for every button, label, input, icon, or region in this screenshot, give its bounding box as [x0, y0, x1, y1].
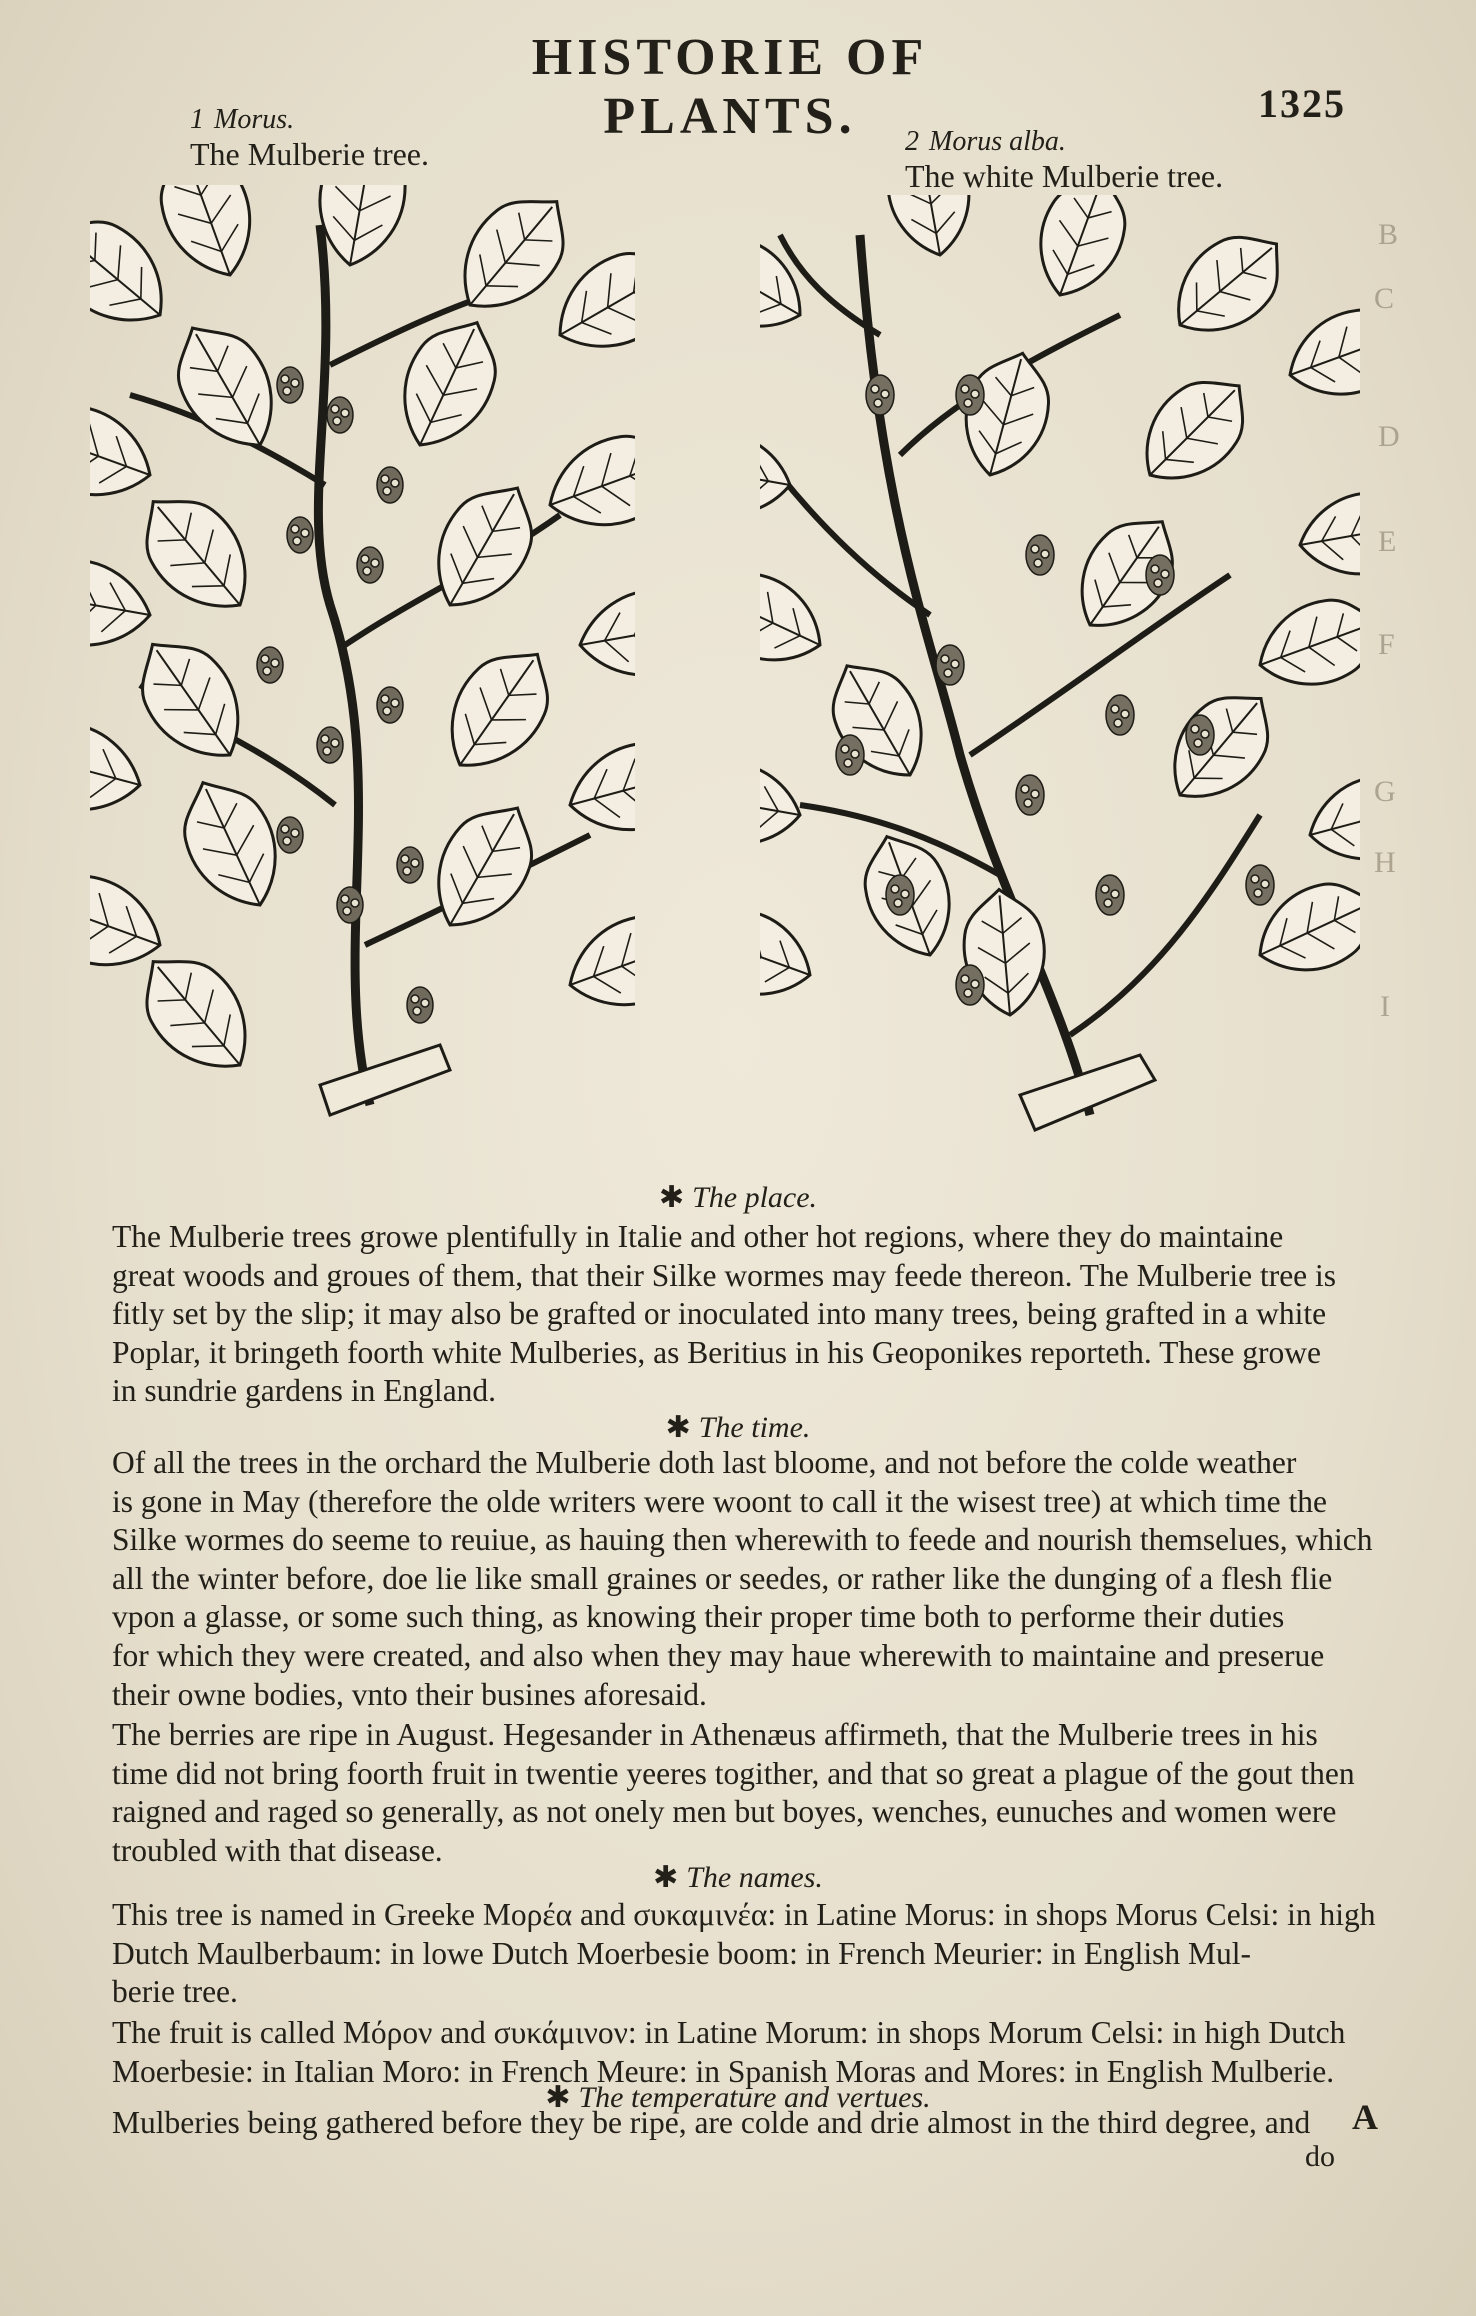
text-line: Of all the trees in the orchard the Mulberie doth last bloome, and not before the colde weather — [112, 1445, 1297, 1480]
text-line: for which they were created, and also when they may haue wherewith to maintaine and preserue — [112, 1637, 1325, 1673]
figure-label-left — [190, 104, 429, 173]
white-mulberry-tree-woodcut — [760, 195, 1360, 1155]
text-line: Silke wormes do seeme to reuiue, as hauing then wherewith to feede and nourish themselues, which — [112, 1522, 1373, 1558]
text-line: great woods and groues of them, that their Silke wormes may feede thereon. The Mulberie tree is — [112, 1257, 1337, 1293]
margin-letter: D — [1378, 420, 1400, 453]
margin-letter: E — [1378, 525, 1397, 558]
text-line: The berries are ripe in August. Hegesander in Athenæus affirmeth, that the Mulberie trees in his — [112, 1717, 1318, 1752]
heading-text: The time. — [698, 1411, 811, 1444]
text-line: is gone in May (therefore the olde writers were woont to call it the wisest tree) at which time the — [112, 1483, 1327, 1519]
section-heading-names — [0, 1860, 1476, 1895]
text-line: vpon a glasse, or some such thing, as knowing their proper time both to performe their duties — [112, 1599, 1285, 1635]
heading-text: The place. — [692, 1181, 818, 1214]
running-head: HISTORIE OF PLANTS. — [531, 29, 929, 145]
text-line: troubled with that disease. — [112, 1832, 443, 1868]
paragraph-place — [112, 1218, 1362, 1411]
mulberry-tree-woodcut — [90, 185, 635, 1145]
section-heading-place — [0, 1180, 1476, 1215]
text-line: Dutch Maulberbaum: in lowe Dutch Moerbesie boom: in French Meurier: in English Mul- — [112, 1935, 1252, 1971]
text-line: their owne bodies, vnto their busines aforesaid. — [112, 1676, 707, 1712]
catchword: do — [1305, 2140, 1335, 2173]
margin-letter: H — [1374, 846, 1396, 879]
text-line: Moerbesie: in Italian Moro: in French Meure: in Spanish Moras and Mores: in English Mulberie. — [112, 2053, 1335, 2089]
text-line: all the winter before, doe lie like small graines or seedes, or rather like the dunging of a flesh flie — [112, 1560, 1333, 1596]
margin-letter: F — [1378, 628, 1395, 661]
text-line: Poplar, it bringeth foorth white Mulberies, as Beritius in his Geoponikes reporteth. These growe — [112, 1334, 1321, 1370]
margin-mark: A — [1352, 2097, 1378, 2137]
margin-letter: C — [1374, 282, 1395, 315]
text-line: This tree is named in Greeke Μορέα and συκαμινέα: in Latine Morus: in shops Morus Celsi: in high — [112, 1897, 1376, 1932]
asterism-icon: ✱ — [665, 1411, 691, 1444]
figure-label-right — [905, 126, 1223, 195]
text-line: fitly set by the slip; it may also be grafted or inoculated into many trees, being grafted in a white — [112, 1296, 1327, 1332]
figure-english-name: The Mulberie tree. — [190, 136, 429, 172]
paragraph-time — [112, 1444, 1373, 1714]
asterism-icon: ✱ — [545, 2081, 571, 2114]
figure-number: 2 — [905, 126, 919, 157]
asterism-icon: ✱ — [658, 1181, 685, 1214]
text-line: The Mulberie trees growe plentifully in Italie and other hot regions, where they do maintaine — [112, 1219, 1284, 1254]
text-line: berie tree. — [112, 1974, 238, 2010]
text-line: raigned and raged so generally, as not onely men but boyes, wenches, eunuches and women were — [112, 1794, 1337, 1830]
text-line: time did not bring foorth fruit in twentie yeeres togither, and that so great a plague of the gout then — [112, 1755, 1355, 1791]
heading-text: The temperature and vertues. — [578, 2081, 931, 2114]
figure-latin-name: Morus alba. — [929, 126, 1066, 157]
margin-letter: B — [1378, 218, 1399, 251]
section-heading-time — [0, 1410, 1476, 1445]
figure-number: 1 — [190, 104, 204, 135]
asterism-icon: ✱ — [653, 1861, 679, 1894]
text-line: The fruit is called Μόρον and συκάμινον: in Latine Morum: in shops Morum Celsi: in high Dutch — [112, 2015, 1346, 2050]
margin-letter: G — [1374, 775, 1396, 808]
page-number: 1325 — [1258, 81, 1346, 126]
text-line: Mulberies being gathered before they be ripe, are colde and drie almost in the third degree, and — [112, 2105, 1311, 2140]
figure-english-name: The white Mulberie tree. — [905, 158, 1224, 194]
paragraph-names — [112, 1896, 1376, 2012]
figure-latin-name: Morus. — [214, 104, 295, 135]
margin-letter: I — [1380, 990, 1390, 1023]
text-line: in sundrie gardens in England. — [112, 1373, 497, 1409]
heading-text: The names. — [686, 1861, 823, 1894]
paragraph-time-berries — [112, 1716, 1362, 1870]
paragraph-temperature — [112, 2104, 1342, 2143]
